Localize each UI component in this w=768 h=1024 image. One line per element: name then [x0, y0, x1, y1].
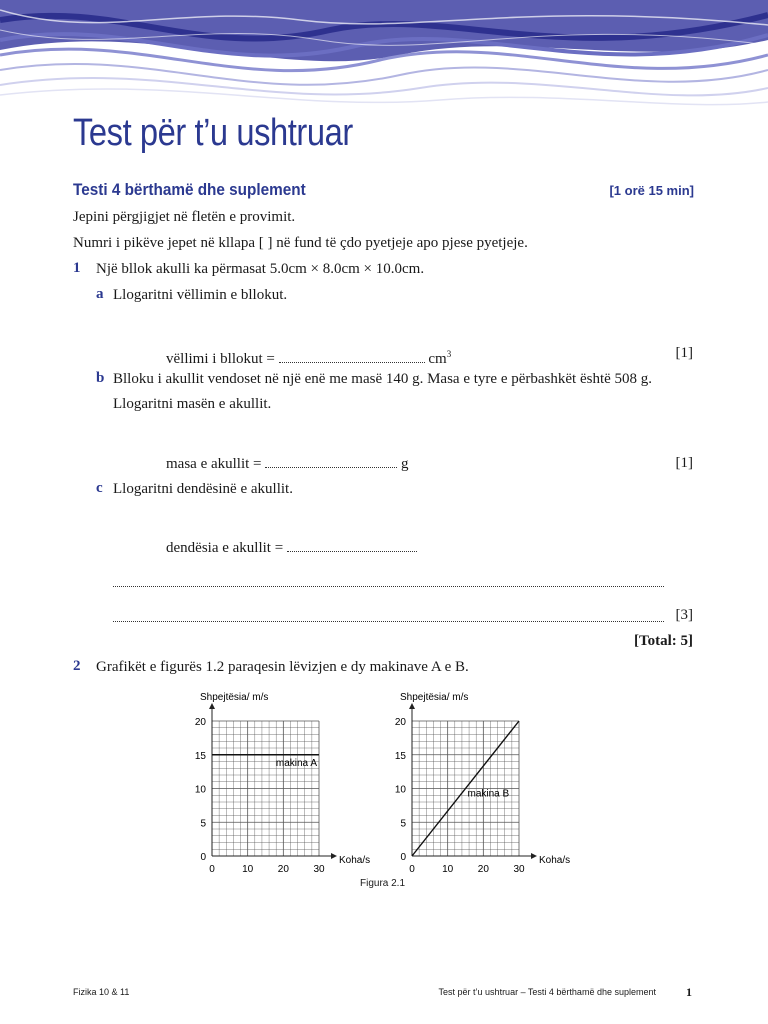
- page-title: Test për t’u ushtruar: [73, 112, 353, 154]
- q1b-answer-blank[interactable]: [265, 455, 397, 468]
- x-tick-label: 0: [409, 864, 415, 875]
- y-tick-label: 5: [400, 818, 406, 830]
- q1b-unit: g: [401, 456, 409, 472]
- test-duration: [1 orë 15 min]: [609, 183, 694, 198]
- x-axis-label: Koha/s: [339, 855, 371, 866]
- q1a-unit: cm: [428, 351, 447, 367]
- q1b-answer-label: masa e akullit =: [166, 456, 262, 472]
- instruction-2: Numri i pikëve jepet në kllapa [ ] në fund të çdo pyetjeje apo pjese pyetjeje.: [73, 235, 528, 251]
- x-tick-label: 20: [477, 864, 489, 875]
- q1a-answer-label: vëllimi i bllokut =: [166, 351, 275, 367]
- header-wave-banner: [0, 0, 768, 112]
- footer-test: Test për t’u ushtruar – Testi 4 bërthamë dhe suplement: [438, 987, 656, 997]
- x-tick-label: 20: [277, 864, 289, 875]
- y-tick-label: 0: [400, 852, 406, 863]
- x-axis-arrow: [531, 853, 537, 859]
- x-tick-label: 0: [209, 864, 215, 875]
- x-axis-arrow: [331, 853, 337, 859]
- y-tick-label: 15: [394, 750, 406, 762]
- test-subtitle: Testi 4 bërthamë dhe suplement: [73, 180, 306, 199]
- y-tick-label: 15: [194, 750, 206, 762]
- y-axis-label: Shpejtësia/ m/s: [400, 692, 469, 703]
- q1b-answer-line: [166, 455, 409, 473]
- y-tick-label: 10: [394, 784, 406, 796]
- question-2-number: 2: [73, 658, 81, 674]
- page-number: 1: [686, 985, 692, 999]
- footer-book: Fizika 10 & 11: [73, 987, 130, 997]
- y-axis-label: Shpejtësia/ m/s: [200, 692, 269, 703]
- series-label: makina B: [467, 788, 510, 800]
- series-label: makina A: [275, 757, 317, 769]
- instruction-1: Jepini përgjigjet në fletën e provimit.: [73, 209, 296, 225]
- q1b-marks: [1]: [675, 455, 693, 471]
- q1a-unit-exponent: 3: [446, 349, 452, 359]
- x-tick-label: 30: [313, 864, 325, 875]
- x-tick-label: 10: [242, 864, 254, 875]
- q1c-working-line-1[interactable]: [113, 586, 664, 587]
- y-tick-label: 20: [394, 717, 406, 728]
- q1c-letter: c: [96, 480, 103, 496]
- y-axis-arrow: [209, 703, 215, 709]
- q1a-marks: [1]: [675, 345, 693, 361]
- q1c-working-line-2[interactable]: [113, 621, 664, 622]
- x-tick-label: 30: [513, 864, 525, 875]
- y-tick-label: 10: [194, 784, 206, 796]
- q1-total: [Total: 5]: [633, 633, 693, 649]
- q1c-text: Llogaritni dendësinë e akullit.: [113, 481, 293, 497]
- q1a-answer-line: [166, 345, 451, 368]
- x-tick-label: 10: [442, 864, 454, 875]
- question-2-text: Grafikët e figurës 1.2 paraqesin lëvizjen e dy makinave A e B.: [96, 659, 469, 675]
- q1b-text-2: Llogaritni masën e akullit.: [113, 396, 272, 412]
- q1c-answer-line: [166, 539, 417, 557]
- q1b-letter: b: [96, 370, 105, 386]
- chart-car-a: [185, 688, 385, 878]
- question-1-text: Një bllok akulli ka përmasat 5.0cm × 8.0cm × 10.0cm.: [96, 261, 425, 277]
- q1c-answer-label: dendësia e akullit =: [166, 540, 284, 556]
- y-axis-arrow: [409, 703, 415, 709]
- q1a-text: Llogaritni vëllimin e bllokut.: [113, 287, 288, 303]
- chart-car-b: [385, 688, 585, 878]
- y-tick-label: 20: [194, 717, 206, 728]
- question-1-number: 1: [73, 260, 81, 276]
- q1a-letter: a: [96, 286, 104, 302]
- q1c-answer-blank[interactable]: [287, 539, 417, 552]
- q1c-marks: [3]: [675, 607, 693, 623]
- q1b-text-1: Blloku i akullit vendoset në një enë me masë 140 g. Masa e tyre e përbashkët është 508 g.: [113, 371, 653, 387]
- figure-caption: Figura 2.1: [360, 878, 406, 889]
- x-axis-label: Koha/s: [539, 855, 571, 866]
- y-tick-label: 5: [200, 818, 206, 830]
- q1a-answer-blank[interactable]: [279, 350, 425, 363]
- y-tick-label: 0: [200, 852, 206, 863]
